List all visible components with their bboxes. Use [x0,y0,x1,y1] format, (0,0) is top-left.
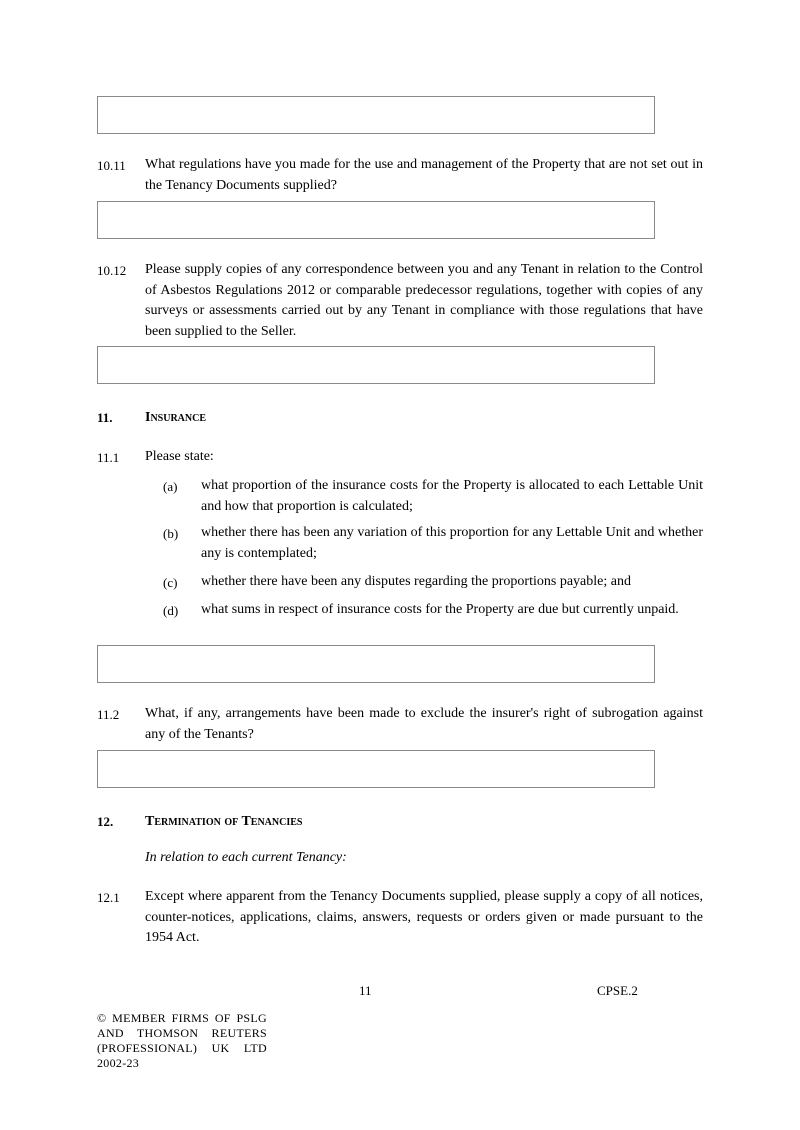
section-number: 11. [97,410,113,425]
answer-box-10-11[interactable] [97,201,655,239]
question-number: 11.1 [97,450,120,465]
list-item-text: whether there have been any disputes regarding the proportions payable; and [201,574,631,589]
question-10-12-text: Please supply copies of any correspondence between you and any Tenant in relation to the Control of Asbestos Regulations 2012 or comparable predecessor regulations, together with copies of any surveys or assessments carried out by any Tenant in compliance with those regulations that have been supplied to the Seller. [145,262,703,339]
question-number: 11.2 [97,707,120,722]
section-number: 12. [97,814,114,829]
question-11-1-intro: Please state: [145,449,214,464]
list-item-letter: (b) [163,526,179,541]
section-title: Insurance [145,410,207,425]
question-number: 10.11 [97,158,126,173]
list-item-letter: (d) [163,603,179,618]
section-intro: In relation to each current Tenancy: [145,850,347,865]
page-number: 11 [359,983,372,998]
list-item-letter: (a) [163,479,178,494]
list-item-text: whether there has been any variation of this proportion for any Lettable Unit and whether any is contemplated; [201,525,703,561]
answer-box-11-2[interactable] [97,750,655,788]
document-code: CPSE.2 [597,983,638,998]
list-item-text: what proportion of the insurance costs for the Property is allocated to each Lettable Unit and how that proportion is calculated; [201,478,703,514]
answer-box-10-12[interactable] [97,346,655,384]
question-11-2-text: What, if any, arrangements have been made to exclude the insurer's right of subrogation against any of the Tenants? [145,706,703,742]
answer-box-10-10[interactable] [97,96,655,134]
copyright-notice: © MEMBER FIRMS OF PSLG AND THOMSON REUTERS (PROFESSIONAL) UK LTD 2002-23 [97,1011,267,1070]
question-10-11-text: What regulations have you made for the use and management of the Property that are not set out in the Tenancy Documents supplied? [145,157,703,193]
question-number: 10.12 [97,263,127,278]
question-12-1-text: Except where apparent from the Tenancy Documents supplied, please supply a copy of all notices, counter-notices, applications, claims, answers, requests or orders given or made pursuant to the 1954 Act. [145,889,703,945]
question-number: 12.1 [97,890,120,905]
answer-box-11-1[interactable] [97,645,655,683]
list-item-letter: (c) [163,575,178,590]
list-item-text: what sums in respect of insurance costs for the Property are due but currently unpaid. [201,602,679,617]
section-title: Termination of Tenancies [145,814,303,829]
